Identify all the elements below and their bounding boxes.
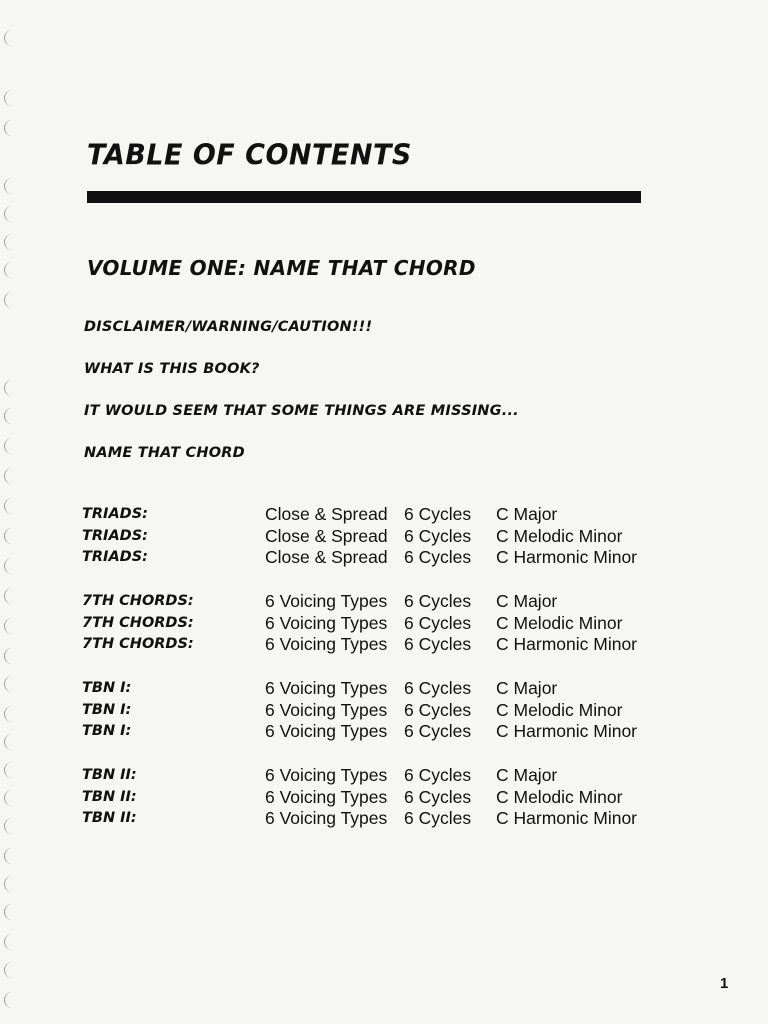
page-number: 1 — [720, 975, 729, 992]
binding-ring — [4, 848, 15, 864]
key-cell: C Harmonic Minor — [496, 808, 637, 828]
binding-holes — [0, 0, 22, 1024]
voicing-cell: 6 Voicing Types — [265, 808, 388, 828]
binding-ring — [4, 234, 15, 250]
key-cell: C Melodic Minor — [496, 699, 623, 720]
cycles-cell: 6 Cycles — [404, 547, 472, 567]
row-label: 7TH CHORDS: — [82, 593, 194, 609]
binding-ring — [4, 790, 15, 806]
row-label: TRIADS: — [82, 549, 148, 565]
row-label: TBN I: — [82, 701, 132, 718]
voicing-cell: 6 Voicing Types — [265, 765, 388, 785]
cycles-cell: 6 Cycles — [404, 786, 472, 807]
binding-ring — [4, 30, 15, 46]
binding-ring — [4, 438, 15, 454]
binding-ring — [4, 934, 15, 950]
cycles-cell: 6 Cycles — [404, 678, 472, 698]
binding-ring — [4, 648, 15, 664]
binding-ring — [4, 962, 15, 978]
page-title: TABLE OF CONTENTS — [87, 139, 412, 172]
section-item-disclaimer: DISCLAIMER/WARNING/CAUTION!!! — [84, 319, 373, 335]
voicing-cell: 6 Voicing Types — [265, 721, 388, 741]
key-cell: C Melodic Minor — [496, 612, 623, 633]
row-label: TBN II: — [82, 788, 137, 805]
binding-ring — [4, 468, 15, 484]
cycles-cell: 6 Cycles — [404, 765, 472, 785]
row-label: TRIADS: — [82, 527, 148, 544]
volume-heading: VOLUME ONE: NAME THAT CHORD — [87, 256, 476, 280]
cycles-cell: 6 Cycles — [404, 612, 472, 633]
binding-ring — [4, 588, 15, 604]
row-label: TBN I: — [82, 723, 132, 739]
cycles-cell: 6 Cycles — [404, 591, 472, 611]
voicing-cell: 6 Voicing Types — [265, 591, 388, 611]
cycles-cell: 6 Cycles — [404, 525, 472, 546]
voicing-cell: 6 Voicing Types — [265, 634, 388, 654]
binding-ring — [4, 676, 15, 692]
cycles-cell: 6 Cycles — [404, 634, 472, 654]
binding-ring — [4, 876, 15, 892]
key-cell: C Major — [496, 678, 558, 698]
voicing-cell: Close & Spread — [265, 525, 388, 546]
section-item-missing: IT WOULD SEEM THAT SOME THINGS ARE MISSING... — [84, 403, 519, 419]
voicing-cell: Close & Spread — [265, 547, 388, 567]
key-cell: C Melodic Minor — [496, 525, 623, 546]
title-rule — [87, 191, 641, 203]
binding-ring — [4, 292, 15, 308]
row-label: 7TH CHORDS: — [82, 614, 194, 631]
binding-ring — [4, 120, 15, 136]
binding-ring — [4, 90, 15, 106]
key-cell: C Harmonic Minor — [496, 721, 637, 741]
binding-ring — [4, 380, 15, 396]
voicing-cell: 6 Voicing Types — [265, 786, 388, 807]
binding-ring — [4, 206, 15, 222]
key-cell: C Major — [496, 504, 558, 524]
row-label: TRIADS: — [82, 506, 148, 522]
binding-ring — [4, 734, 15, 750]
key-cell: C Harmonic Minor — [496, 634, 637, 654]
binding-ring — [4, 498, 15, 514]
key-cell: C Major — [496, 591, 558, 611]
cycles-cell: 6 Cycles — [404, 808, 472, 828]
binding-ring — [4, 408, 15, 424]
binding-ring — [4, 558, 15, 574]
row-label: 7TH CHORDS: — [82, 636, 194, 652]
voicing-cell: 6 Voicing Types — [265, 612, 388, 633]
key-cell: C Harmonic Minor — [496, 547, 637, 567]
section-list — [84, 318, 519, 486]
voicing-cell: Close & Spread — [265, 504, 388, 524]
key-cell: C Major — [496, 765, 558, 785]
row-label: TBN II: — [82, 767, 137, 783]
binding-ring — [4, 904, 15, 920]
section-item-name-that-chord: NAME THAT CHORD — [84, 445, 245, 461]
section-item-what-is-this-book: WHAT IS THIS BOOK? — [84, 361, 260, 377]
row-label: TBN II: — [82, 810, 137, 826]
binding-ring — [4, 262, 15, 278]
voicing-cell: 6 Voicing Types — [265, 699, 388, 720]
row-label: TBN I: — [82, 680, 132, 696]
voicing-cell: 6 Voicing Types — [265, 678, 388, 698]
key-cell: C Melodic Minor — [496, 786, 623, 807]
binding-ring — [4, 618, 15, 634]
binding-ring — [4, 818, 15, 834]
binding-ring — [4, 528, 15, 544]
binding-ring — [4, 178, 15, 194]
cycles-cell: 6 Cycles — [404, 699, 472, 720]
cycles-cell: 6 Cycles — [404, 504, 472, 524]
binding-ring — [4, 706, 15, 722]
cycles-cell: 6 Cycles — [404, 721, 472, 741]
binding-ring — [4, 992, 15, 1008]
binding-ring — [4, 762, 15, 778]
